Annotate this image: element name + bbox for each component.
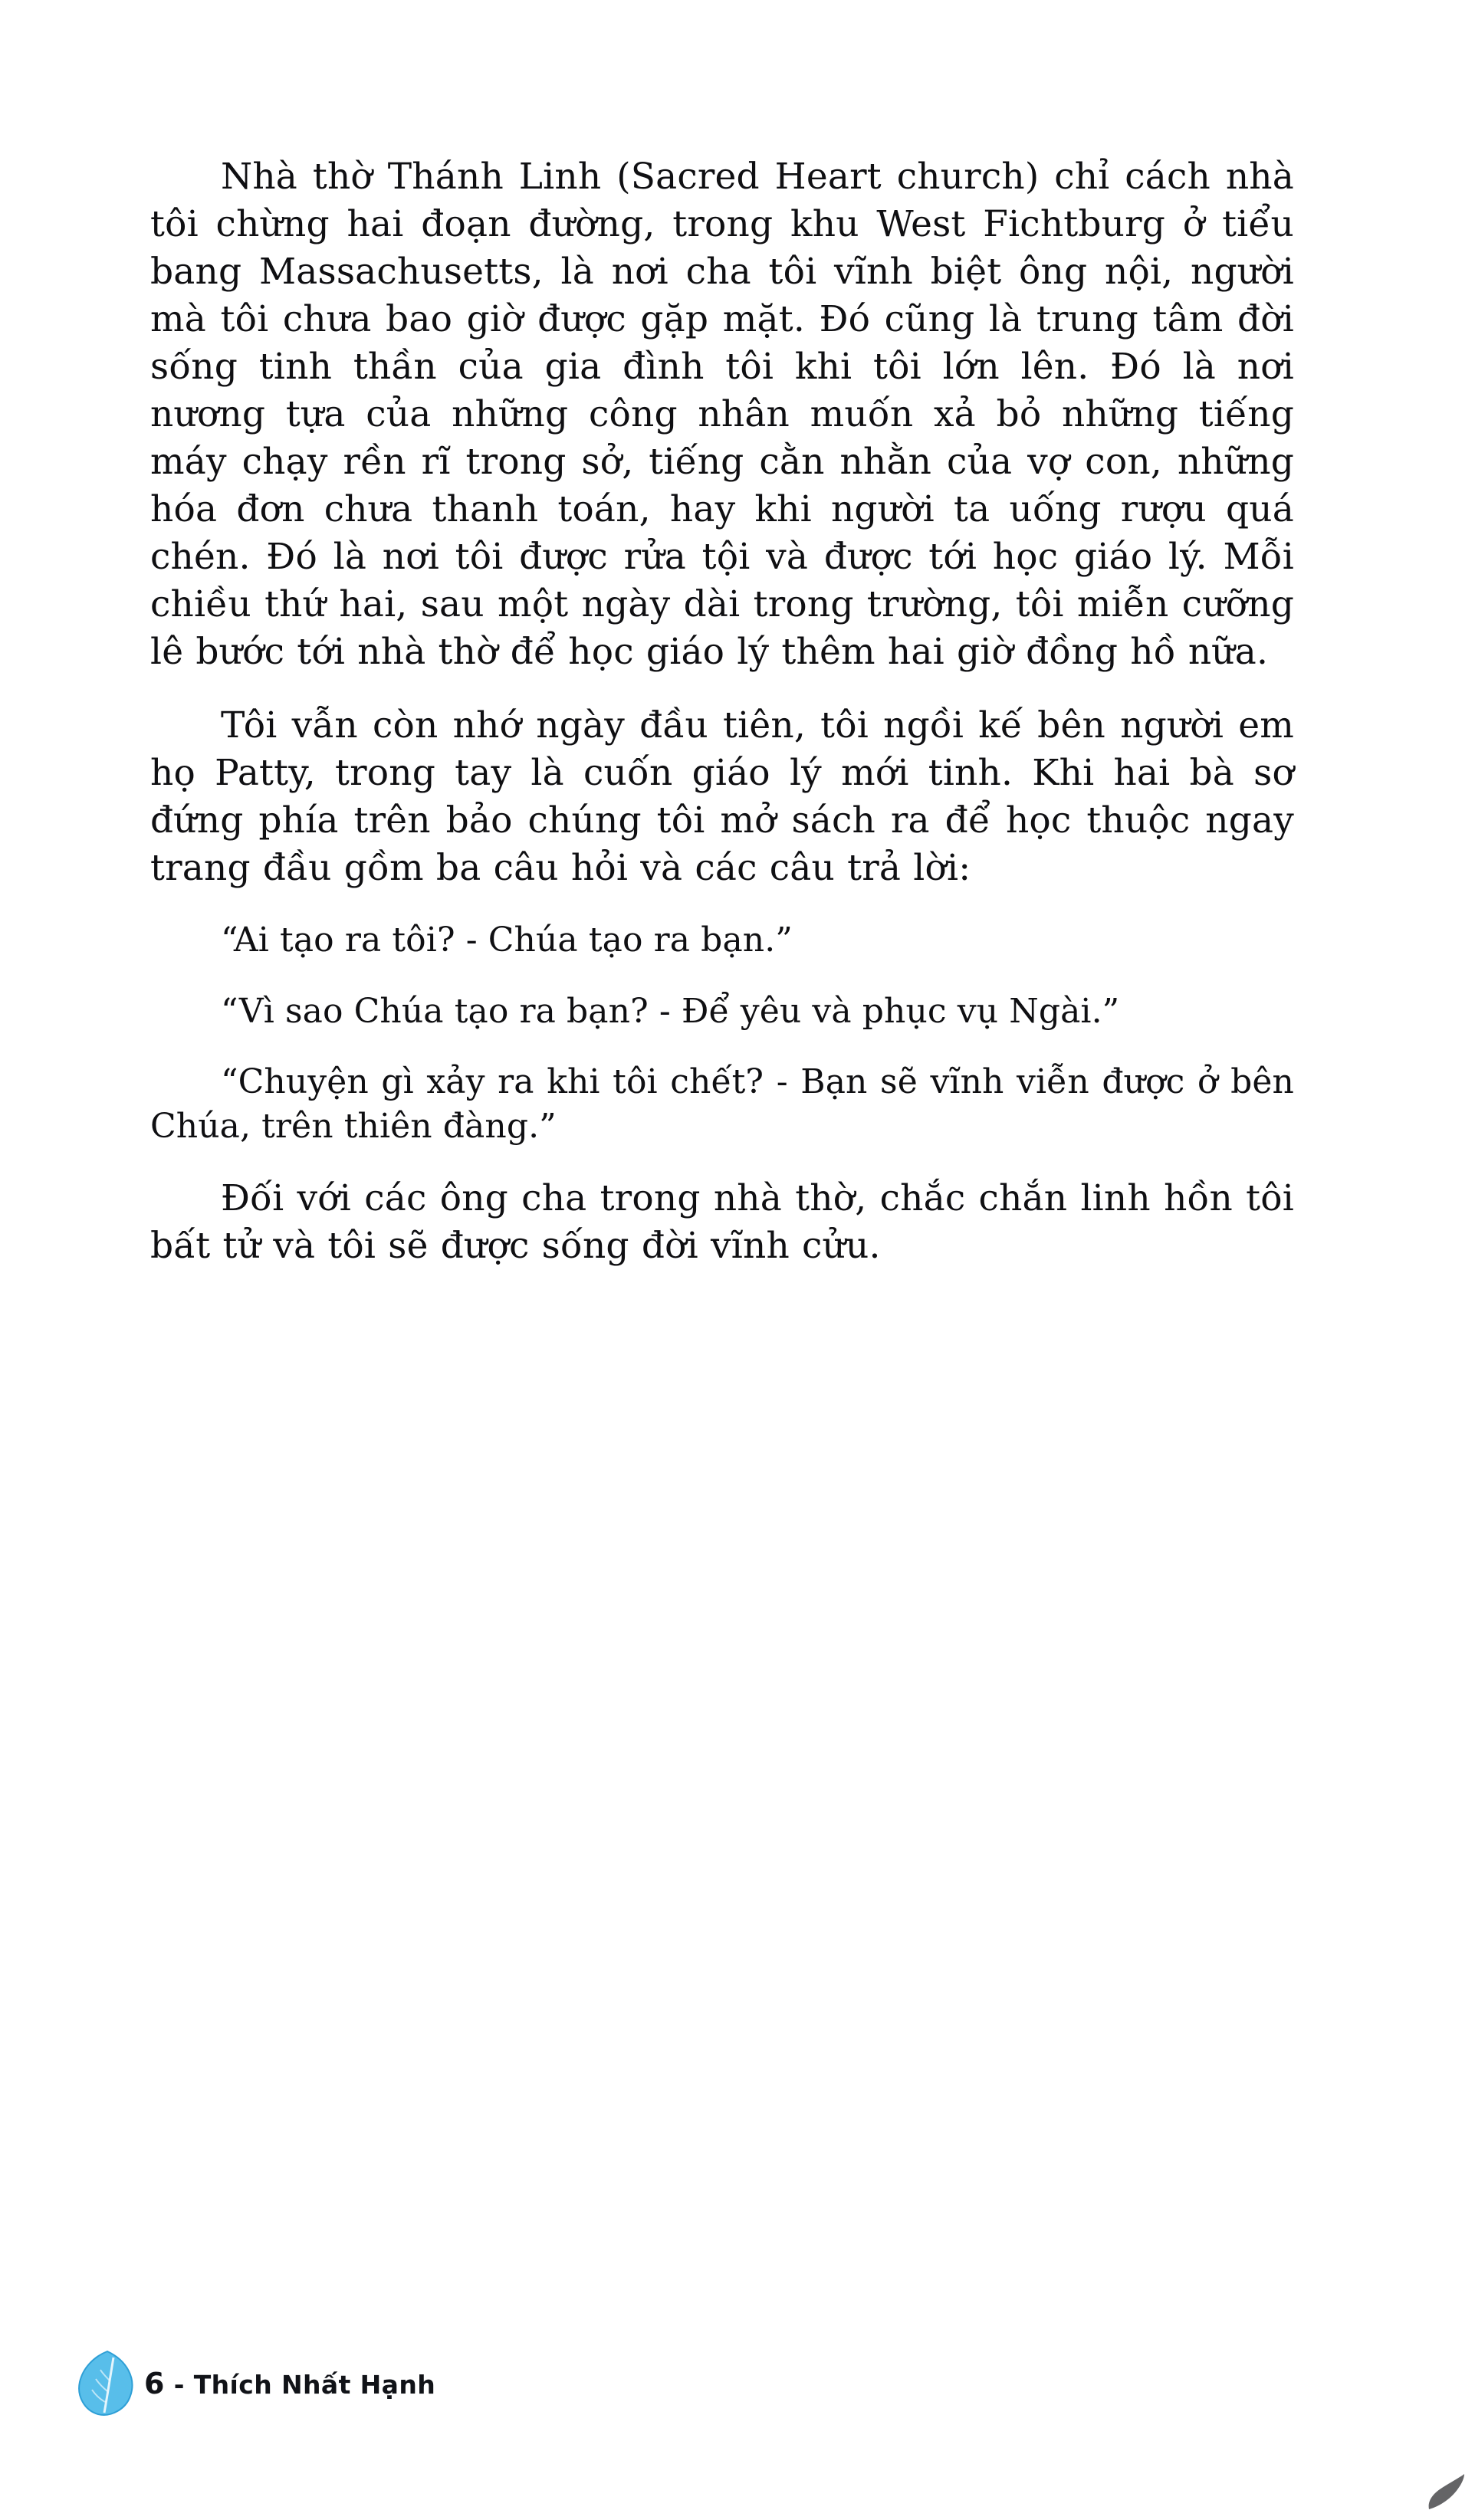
quote-2: “Vì sao Chúa tạo ra bạn? - Để yêu và phục vụ Ngài.” <box>221 991 1120 1031</box>
footer-separator: - <box>173 2370 185 2400</box>
footer-page-label <box>144 2367 435 2400</box>
closing-paragraph: Đối với các ông cha trong nhà thờ, chắc chắn linh hồn tôi bất tử và tôi sẽ được sống đời vĩnh cửu. <box>150 1176 1294 1267</box>
quote-3: “Chuyện gì xảy ra khi tôi chết? - Bạn sẽ vĩnh viễn được ở bên Chúa, trên thiên đàng.” <box>150 1061 1294 1146</box>
paragraph-1: Nhà thờ Thánh Linh (Sacred Heart church) chỉ cách nhà tôi chừng hai đoạn đường, trong khu West Fichtburg ở tiểu bang Massachusetts, là nơi cha tôi vĩnh biệt ông nội, người mà tôi chưa bao giờ được gặp mặt. Đó cũng là trung tâm đời sống tinh thần của gia đình tôi khi tôi lớn lên. Đó là nơi nương tựa của những công nhân muốn xả bỏ những tiếng máy chạy rền rĩ trong sở, tiếng cằn nhằn của vợ con, những hóa đơn chưa thanh toán, hay khi người ta uống rượu quá chén. Đó là nơi tôi được rửa tội và được tới học giáo lý. Mỗi chiều thứ hai, sau một ngày dài trong trường, tôi miễn cưỡng lê bước tới nhà thờ để học giáo lý thêm hai giờ đồng hồ nữa. <box>150 156 1294 674</box>
author-name: Thích Nhất Hạnh <box>193 2370 436 2400</box>
page-text-column <box>150 153 1294 1296</box>
quote-1: “Ai tạo ra tôi? - Chúa tạo ra bạn.” <box>221 920 793 960</box>
bodhi-leaf-icon <box>74 2348 140 2419</box>
page-footer <box>74 2347 435 2420</box>
corner-leaf-icon <box>1421 2472 1467 2514</box>
page-number: 6 <box>144 2367 165 2400</box>
paragraph-2: Tôi vẫn còn nhớ ngày đầu tiên, tôi ngồi kế bên người em họ Patty, trong tay là cuốn giáo lý mới tinh. Khi hai bà sơ đứng phía trên bảo chúng tôi mở sách ra để học thuộc ngay trang đầu gồm ba câu hỏi và các câu trả lời: <box>150 704 1294 890</box>
